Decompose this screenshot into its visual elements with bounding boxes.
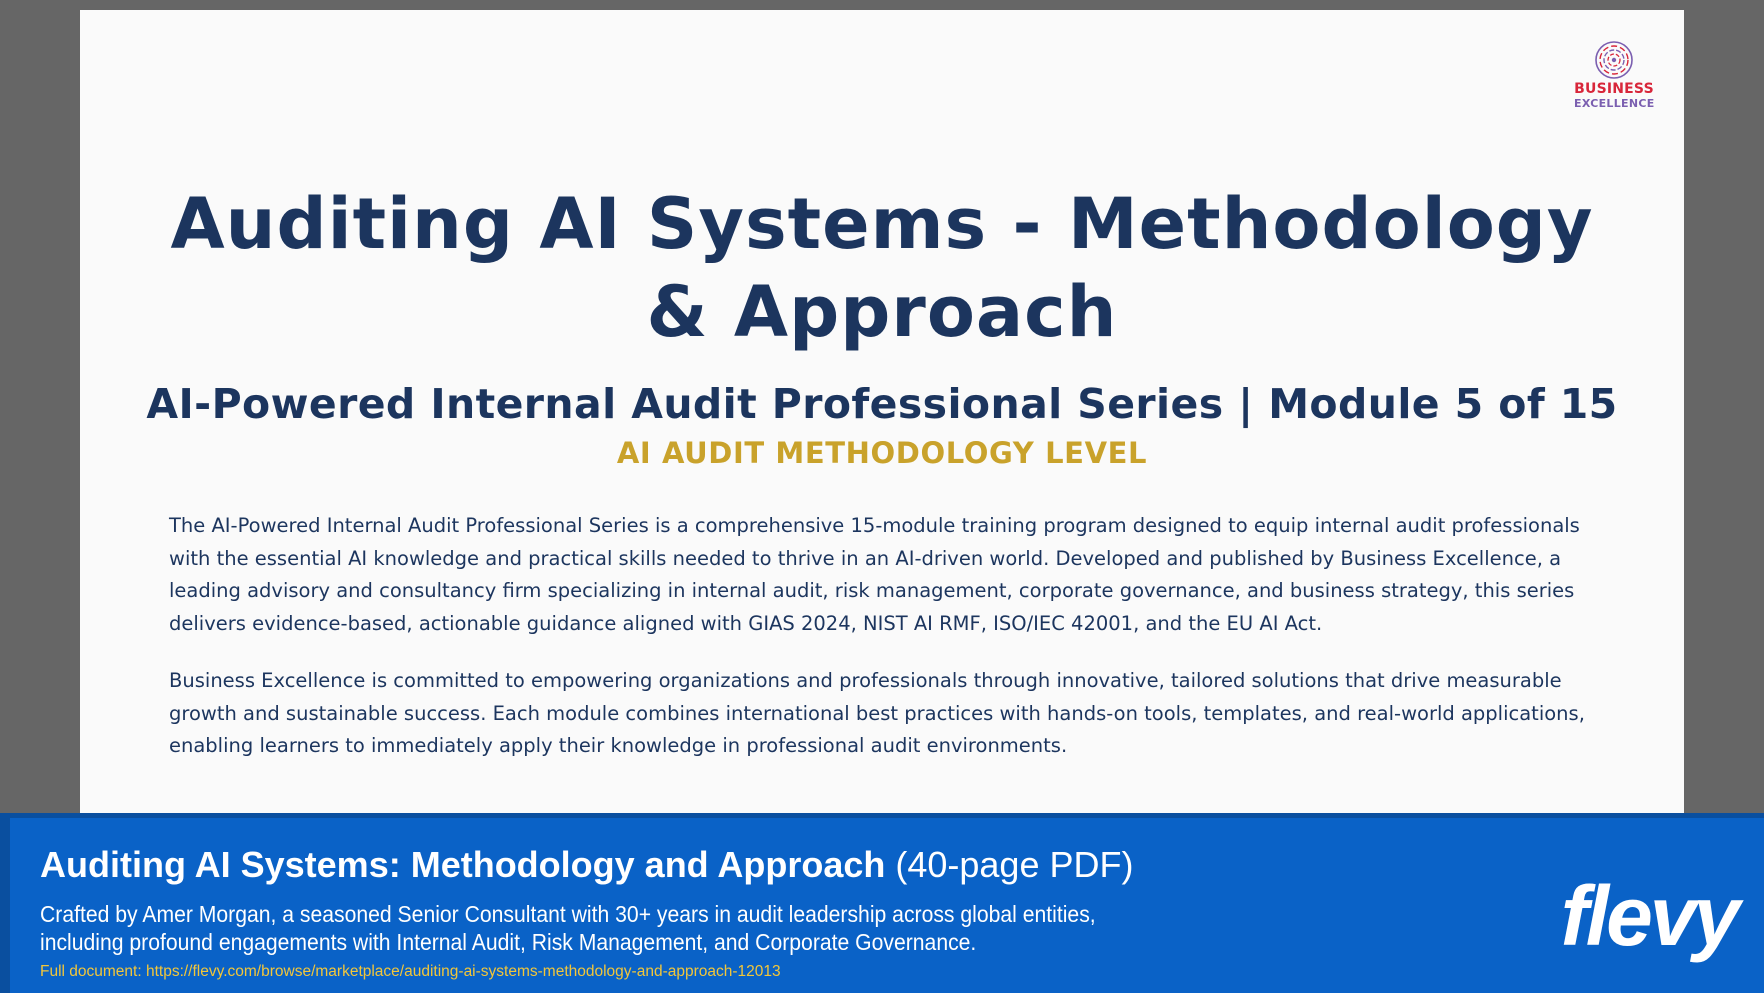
title-line-2: & Approach [646,271,1118,353]
company-paragraph: Business Excellence is committed to empowering organizations and professionals through innovative, tailored solutions that drive measurable growth and sustainable success. Each module combines international best practices with hands-on tools, templates, and real-world applications, enabling learners to immediately apply their knowledge in professional audit environments. [169,669,1585,757]
methodology-level: AI AUDIT METHODOLOGY LEVEL [616,436,1148,470]
logo-line-business: BUSINESS [1574,81,1654,97]
footer-description: Crafted by Amer Morgan, a seasoned Senior Consultant with 30+ years in audit leadership across global entities, including profound engagements with Internal Audit, Risk Management, and Corporate Governance. [40,901,1096,955]
document-slide [80,10,1684,813]
title-line-1: Auditing AI Systems - Methodology [170,183,1594,265]
intro-paragraph: The AI-Powered Internal Audit Professional Series is a comprehensive 15-module training program designed to equip internal audit professionals with the essential AI knowledge and practical skills needed to thrive in an AI-driven world. Developed and published by Business Excellence, a leading advisory and consultancy firm specializing in internal audit, risk management, corporate governance, and business strategy, this series delivers evidence-based, actionable guidance aligned with GIAS 2024, NIST AI RMF, ISO/IEC 42001, and the EU AI Act. [169,514,1580,635]
fingerprint-globe-icon [1594,40,1634,80]
document-title [80,180,1684,356]
logo-line-excellence: EXCELLENCE [1574,97,1655,110]
footer-banner [0,813,1764,993]
full-document-link[interactable]: Full document: https://flevy.com/browse/marketplace/auditing-ai-systems-methodology-and-approach-12013 [40,963,781,980]
footer-title [40,843,1133,887]
series-subtitle: AI-Powered Internal Audit Professional Series | Module 5 of 15 [146,380,1618,428]
flevy-logo[interactable] [1554,873,1744,963]
footer-title-pages: (40-page PDF) [885,844,1134,885]
flevy-wordmark: flevy [1560,873,1738,963]
business-excellence-logo [1574,40,1654,110]
footer-accent-bar [0,818,10,993]
footer-title-main: Auditing AI Systems: Methodology and Approach [40,844,886,885]
